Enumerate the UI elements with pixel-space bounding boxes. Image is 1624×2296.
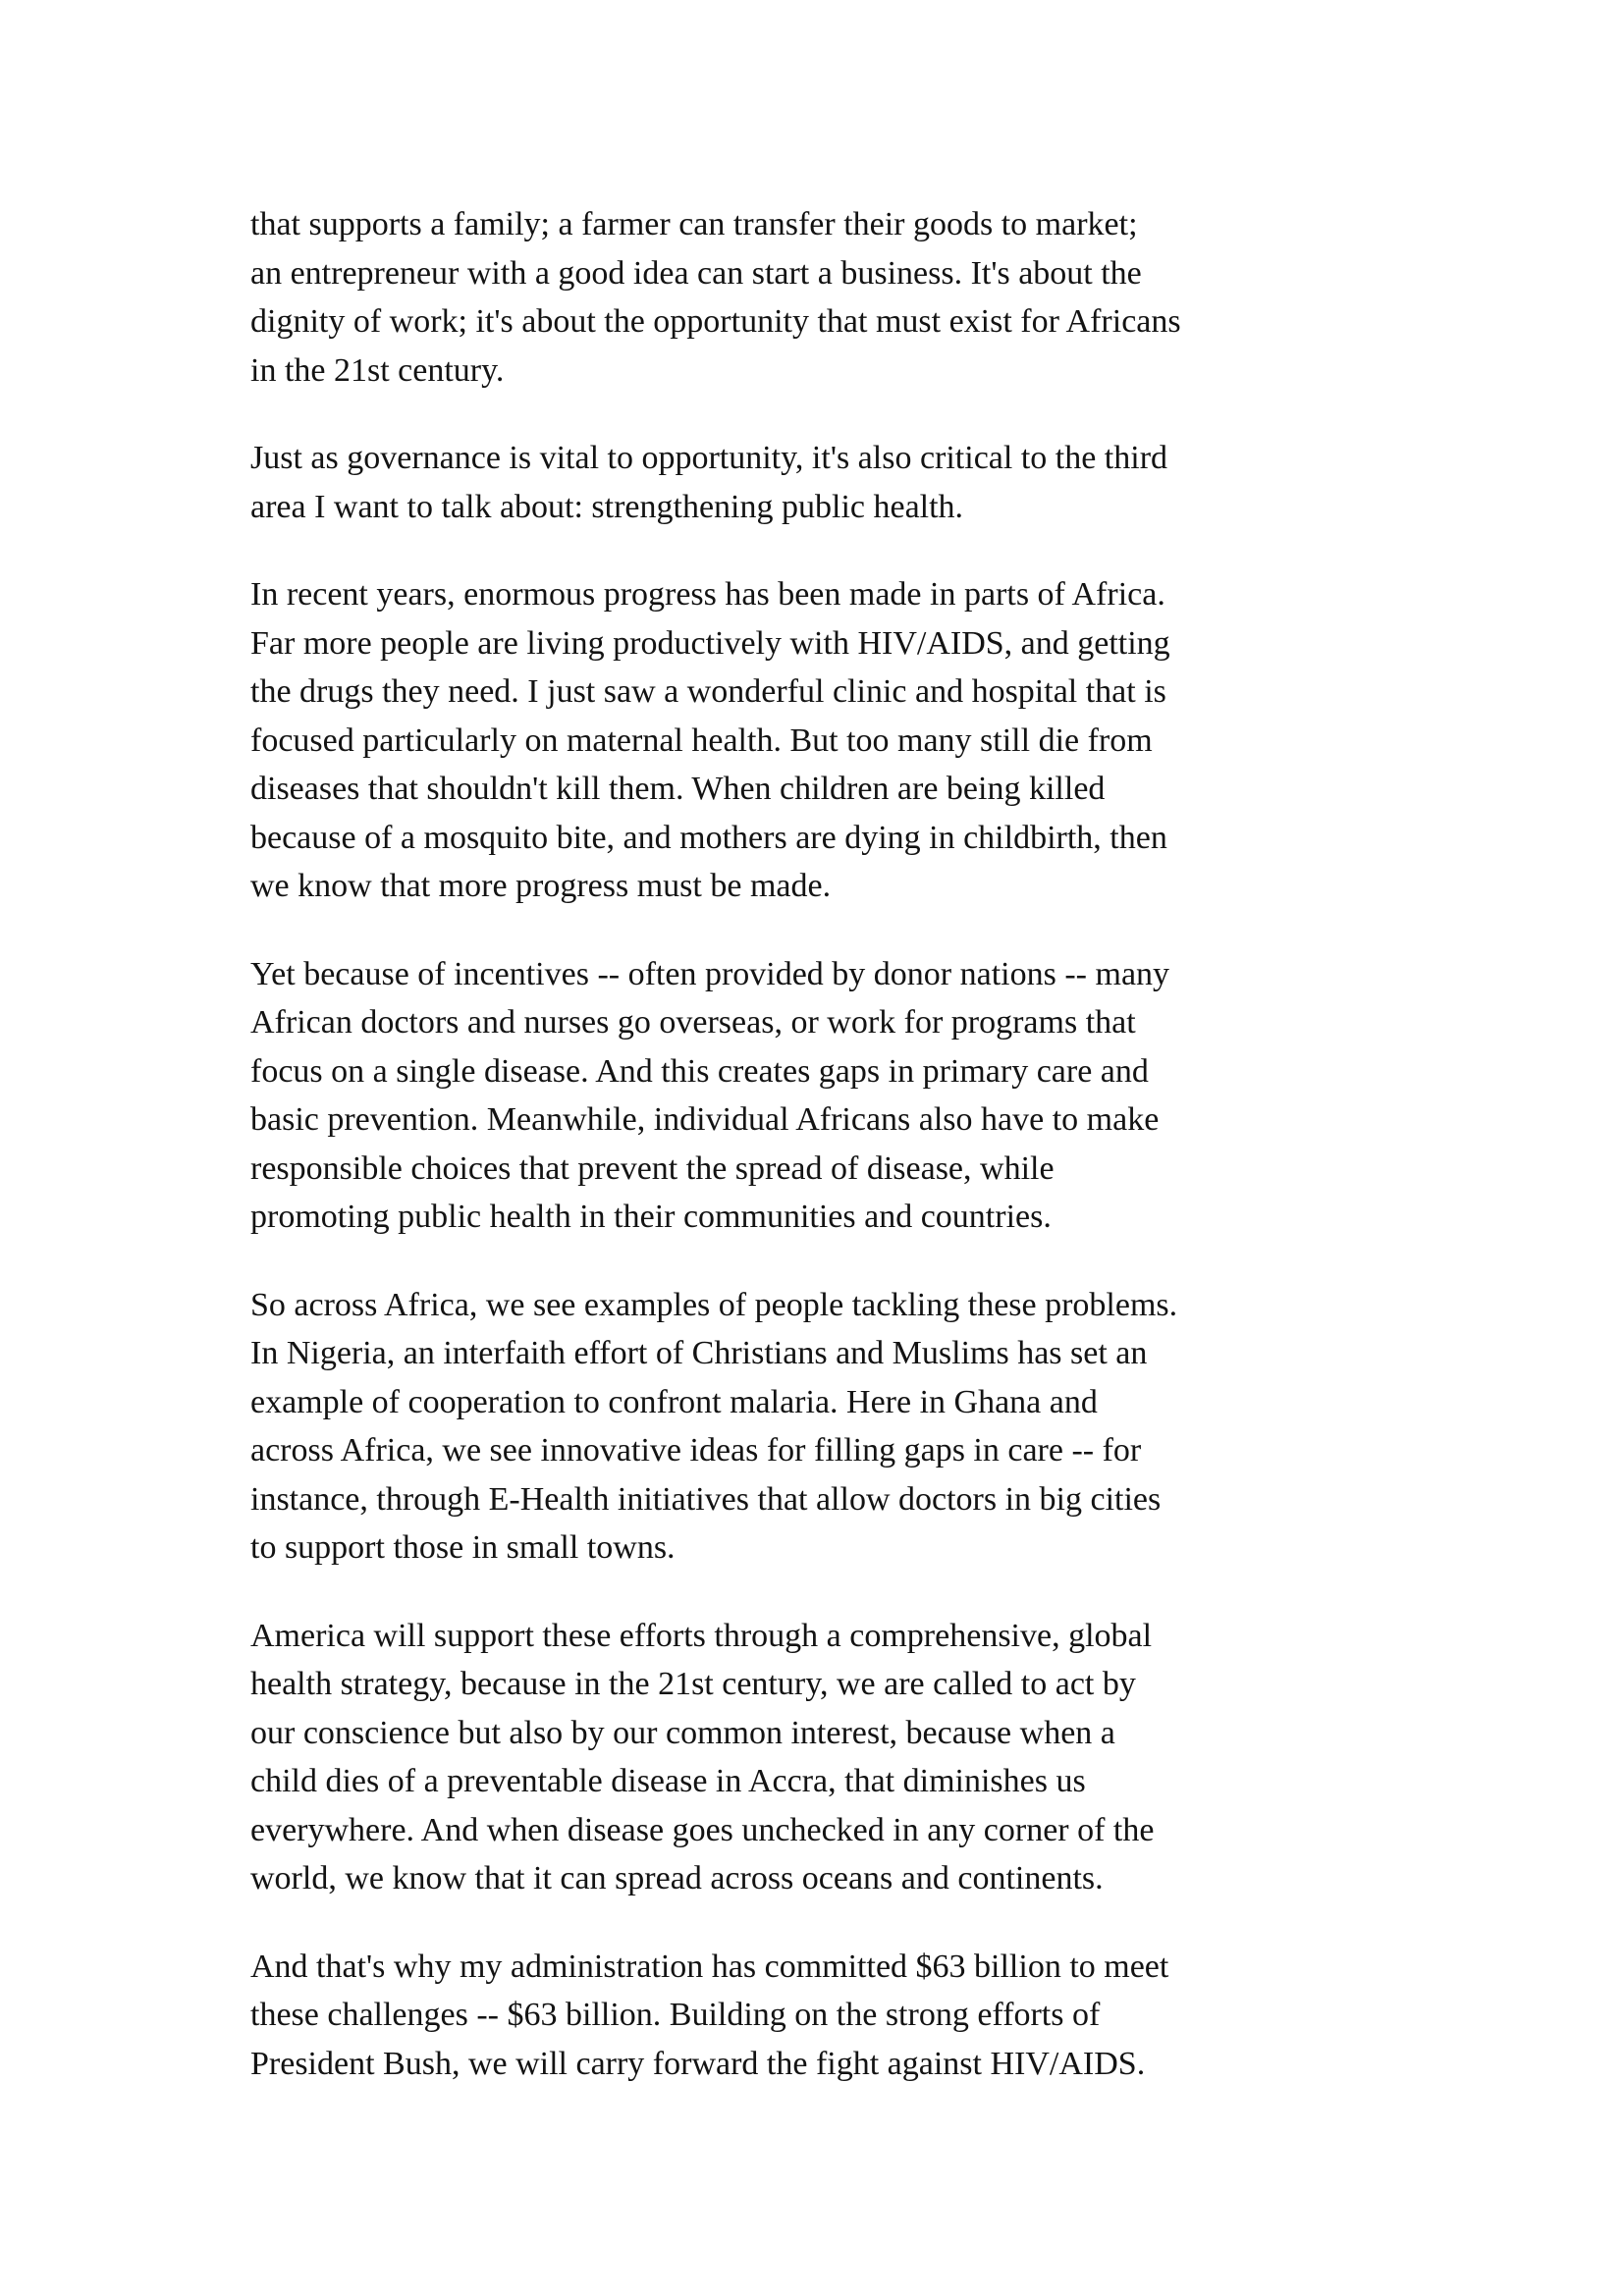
- text-line: that supports a family; a farmer can transfer their goods to market;: [250, 206, 1138, 242]
- text-line: responsible choices that prevent the spread of disease, while: [250, 1149, 1055, 1187]
- text-block: [250, 200, 1419, 2088]
- text-line: because of a mosquito bite, and mothers are dying in childbirth, then: [250, 819, 1167, 856]
- text-line: to support those in small towns.: [250, 1529, 676, 1566]
- text-line: across Africa, we see innovative ideas for filling gaps in care -- for: [250, 1432, 1142, 1468]
- text-line: So across Africa, we see examples of people tackling these problems.: [250, 1286, 1178, 1323]
- text-line: child dies of a preventable disease in Accra, that diminishes us: [250, 1763, 1086, 1799]
- text-line: basic prevention. Meanwhile, individual Africans also have to make: [250, 1101, 1160, 1138]
- paragraph-1: [250, 200, 1419, 395]
- text-line: In recent years, enormous progress has been made in parts of Africa.: [250, 576, 1165, 613]
- text-line: the drugs they need. I just saw a wonderful clinic and hospital that is: [250, 673, 1166, 710]
- text-line: Just as governance is vital to opportunity, it's also critical to the third: [250, 440, 1168, 476]
- text-line: area I want to talk about: strengthening public health.: [250, 488, 964, 525]
- text-line: these challenges -- $63 billion. Building on the strong efforts of: [250, 1997, 1101, 2033]
- text-line: everywhere. And when disease goes unchecked in any corner of the: [250, 1811, 1155, 1848]
- text-line: in the 21st century.: [250, 351, 505, 389]
- text-line: instance, through E-Health initiatives that allow doctors in big cities: [250, 1480, 1162, 1518]
- text-line: America will support these efforts through a comprehensive, global: [250, 1617, 1153, 1654]
- text-line: In Nigeria, an interfaith effort of Christians and Muslims has set an: [250, 1335, 1148, 1371]
- text-line: we know that more progress must be made.: [250, 868, 832, 904]
- paragraph-4: [250, 950, 1419, 1242]
- text-line: health strategy, because in the 21st century, we are called to act by: [250, 1666, 1136, 1702]
- text-line: focus on a single disease. And this creates gaps in primary care and: [250, 1052, 1149, 1090]
- text-line: our conscience but also by our common interest, because when a: [250, 1714, 1115, 1751]
- text-line: promoting public health in their communities and countries.: [250, 1199, 1052, 1235]
- paragraph-6: [250, 1612, 1419, 1903]
- text-line: focused particularly on maternal health. But too many still die from: [250, 721, 1153, 759]
- paragraph-3: [250, 570, 1419, 911]
- text-line: Yet because of incentives -- often provided by donor nations -- many: [250, 955, 1170, 992]
- text-line: African doctors and nurses go overseas, or work for programs that: [250, 1004, 1136, 1041]
- text-line: diseases that shouldn't kill them. When children are being killed: [250, 771, 1106, 807]
- text-line: world, we know that it can spread across oceans and continents.: [250, 1860, 1104, 1896]
- text-line: And that's why my administration has committed $63 billion to meet: [250, 1948, 1169, 1985]
- text-line: an entrepreneur with a good idea can start a business. It's about the: [250, 254, 1142, 292]
- text-line: President Bush, we will carry forward the fight against HIV/AIDS.: [250, 2045, 1146, 2082]
- paragraph-7: [250, 1943, 1419, 2089]
- text-line: dignity of work; it's about the opportunity that must exist for Africans: [250, 303, 1181, 340]
- paragraph-5: [250, 1281, 1419, 1573]
- text-line: Far more people are living productively with HIV/AIDS, and getting: [250, 624, 1170, 662]
- text-line: example of cooperation to confront malaria. Here in Ghana and: [250, 1383, 1098, 1420]
- paragraph-2: [250, 434, 1419, 531]
